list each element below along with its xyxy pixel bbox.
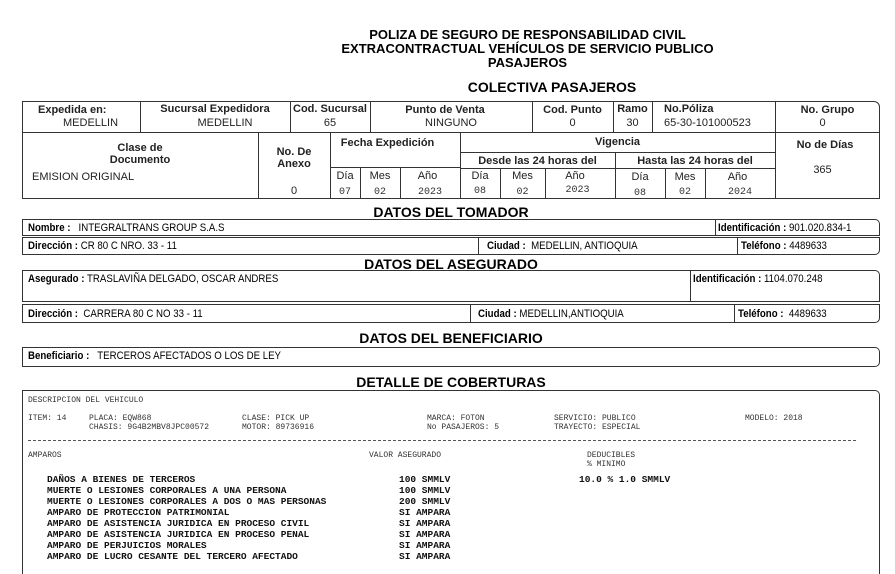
cod-punto-value: 0 — [569, 117, 576, 129]
tomador-id: 901.020.834-1 — [789, 222, 852, 234]
ano-label: Año — [417, 170, 438, 182]
vehicle-description-label: DESCRIPCION DEL VEHICULO — [28, 396, 144, 405]
id-label: Identificación : — [693, 273, 762, 285]
tomador-nombre: INTEGRALTRANS GROUP S.A.S — [78, 222, 225, 234]
asegurado-label: Asegurado : — [28, 273, 85, 285]
amparo-value: 100 SMMLV — [399, 485, 451, 496]
amparo-name: AMPARO DE ASISTENCIA JURIDICA EN PROCESO PENAL — [47, 529, 310, 540]
vehicle-marca: MARCA: FOTON — [427, 414, 485, 423]
amparo-name: MUERTE O LESIONES CORPORALES A UNA PERSONA — [47, 485, 287, 496]
anexo-value: 0 — [290, 185, 298, 197]
title-line1: POLIZA DE SEGURO DE RESPONSABILIDAD CIVIL — [369, 27, 686, 42]
deducibles-label: DEDUCIBLES — [587, 451, 636, 460]
hasta-label: Hasta las 24 horas del — [637, 155, 753, 167]
tomador-ciudad: MEDELLIN, ANTIOQUIA — [531, 240, 638, 252]
ramo-value: 30 — [626, 117, 639, 129]
tomador-dir: CR 80 C NRO. 33 - 11 — [80, 240, 177, 252]
beneficiario-heading: DATOS DEL BENEFICIARIO — [359, 330, 543, 346]
desde-ano: 2023 — [565, 185, 590, 196]
punto-venta-label: Punto de Venta — [405, 104, 485, 116]
expedida-value: MEDELLIN — [63, 117, 119, 129]
asegurado-dir: CARRERA 80 C NO 33 - 11 — [83, 308, 203, 320]
ano-label: Año — [727, 171, 748, 183]
amparo-value: SI AMPARA — [399, 529, 451, 540]
poliza-label: No.Póliza — [664, 103, 714, 115]
amparo-value: 200 SMMLV — [399, 496, 451, 507]
vehicle-clase: CLASE: PICK UP — [242, 414, 310, 423]
dia-label: Día — [336, 170, 354, 182]
beneficiario-value: TERCEROS AFECTADOS O LOS DE LEY — [97, 350, 282, 362]
subtitle: COLECTIVA PASAJEROS — [467, 79, 637, 95]
fecha-exp-dia: 07 — [338, 187, 351, 198]
amparo-name: AMPARO DE PROTECCION PATRIMONIAL — [47, 507, 230, 518]
dia-label: Día — [631, 171, 649, 183]
ciudad-label: Ciudad : — [487, 240, 526, 252]
ciudad-label: Ciudad : — [478, 308, 517, 320]
dir-label: Dirección : — [28, 240, 79, 252]
vehicle-item: ITEM: 14 — [28, 414, 67, 423]
asegurado-id: 1104.070.248 — [764, 273, 823, 285]
dias-value: 365 — [813, 164, 832, 176]
title-line2: EXTRACONTRACTUAL VEHÍCULOS DE SERVICIO PUBLICO — [341, 41, 714, 56]
clase-value: EMISION ORIGINAL — [32, 171, 135, 183]
mes-label: Mes — [674, 171, 696, 183]
tomador-heading: DATOS DEL TOMADOR — [373, 204, 529, 220]
asegurado-tel: 4489633 — [788, 308, 827, 320]
mes-label: Mes — [369, 170, 391, 182]
anexo-label: No. De Anexo — [276, 146, 312, 170]
tomador-tel: 4489633 — [789, 240, 827, 252]
desde-dia: 08 — [473, 186, 486, 197]
grupo-value: 0 — [819, 117, 826, 129]
minimo-label: % MINIMO — [587, 460, 626, 469]
amparo-value: SI AMPARA — [399, 551, 451, 562]
hasta-mes: 02 — [678, 187, 691, 198]
amparo-name: MUERTE O LESIONES CORPORALES A DOS O MAS PERSONAS — [47, 496, 327, 507]
sucursal-value: MEDELLIN — [197, 117, 253, 129]
amparo-value: SI AMPARA — [399, 507, 451, 518]
vehicle-placa: PLACA: EQW868 — [89, 414, 152, 423]
valor-label: VALOR ASEGURADO — [369, 451, 442, 460]
hasta-ano: 2024 — [727, 187, 752, 198]
cod-sucursal-label: Cod. Sucursal — [293, 103, 367, 115]
coberturas-heading: DETALLE DE COBERTURAS — [356, 374, 546, 390]
dashed-divider — [28, 440, 856, 441]
vehicle-servicio: SERVICIO: PUBLICO — [554, 414, 636, 423]
amparos-label: AMPAROS — [28, 451, 62, 460]
grupo-label: No. Grupo — [800, 104, 855, 116]
ramo-label: Ramo — [617, 103, 648, 115]
vehicle-pasajeros: No PASAJEROS: 5 — [427, 423, 500, 432]
fecha-exp-mes: 02 — [373, 187, 386, 198]
punto-venta-value: NINGUNO — [425, 117, 477, 129]
expedida-label: Expedida en: — [38, 104, 107, 116]
deducible-value: 10.0 % 1.0 SMMLV — [579, 474, 671, 485]
nombre-label: Nombre : — [28, 222, 71, 234]
vehicle-chasis: CHASIS: 9G4B2MBV8JPC00572 — [89, 423, 210, 432]
amparo-name: AMPARO DE ASISTENCIA JURIDICA EN PROCESO CIVIL — [47, 518, 310, 529]
fecha-exp-ano: 2023 — [417, 187, 442, 198]
tel-label: Teléfono : — [741, 240, 787, 252]
beneficiario-label: Beneficiario : — [28, 350, 90, 362]
fecha-exp-label: Fecha Expedición — [340, 137, 435, 149]
clase-label: Clase de Documento — [109, 142, 171, 166]
mes-label: Mes — [512, 170, 533, 182]
desde-mes: 02 — [516, 187, 529, 198]
vehicle-motor: MOTOR: 89736916 — [242, 423, 315, 432]
asegurado-ciudad: MEDELLIN,ANTIOQUIA — [519, 308, 624, 320]
amparo-value: SI AMPARA — [399, 540, 451, 551]
desde-label: Desde las 24 horas del — [478, 155, 597, 167]
vehicle-modelo: MODELO: 2018 — [745, 414, 803, 423]
sucursal-label: Sucursal Expedidora — [160, 103, 270, 115]
ano-label: Año — [565, 170, 585, 182]
vigencia-label: Vigencia — [594, 136, 641, 148]
amparo-name: AMPARO DE LUCRO CESANTE DEL TERCERO AFECTADO — [47, 551, 298, 562]
amparo-name: DAÑOS A BIENES DE TERCEROS — [47, 474, 196, 485]
poliza-value: 65-30-101000523 — [664, 117, 751, 129]
dir-label: Dirección : — [28, 308, 79, 320]
vehicle-trayecto: TRAYECTO: ESPECIAL — [554, 423, 641, 432]
tel-label: Teléfono : — [738, 308, 784, 320]
cod-punto-label: Cod. Punto — [543, 104, 602, 116]
amparo-value: SI AMPARA — [399, 518, 451, 529]
dias-label: No de Días — [796, 139, 854, 151]
asegurado-heading: DATOS DEL ASEGURADO — [364, 256, 538, 272]
title-line3: PASAJEROS — [487, 55, 568, 70]
amparo-name: AMPARO DE PERJUICIOS MORALES — [47, 540, 207, 551]
cod-sucursal-value: 65 — [323, 117, 337, 129]
id-label: Identificación : — [718, 222, 787, 234]
amparo-value: 100 SMMLV — [399, 474, 451, 485]
dia-label: Día — [471, 170, 489, 182]
hasta-dia: 08 — [633, 188, 646, 199]
asegurado-nombre: TRASLAVIÑA DELGADO, OSCAR ANDRES — [87, 273, 279, 285]
